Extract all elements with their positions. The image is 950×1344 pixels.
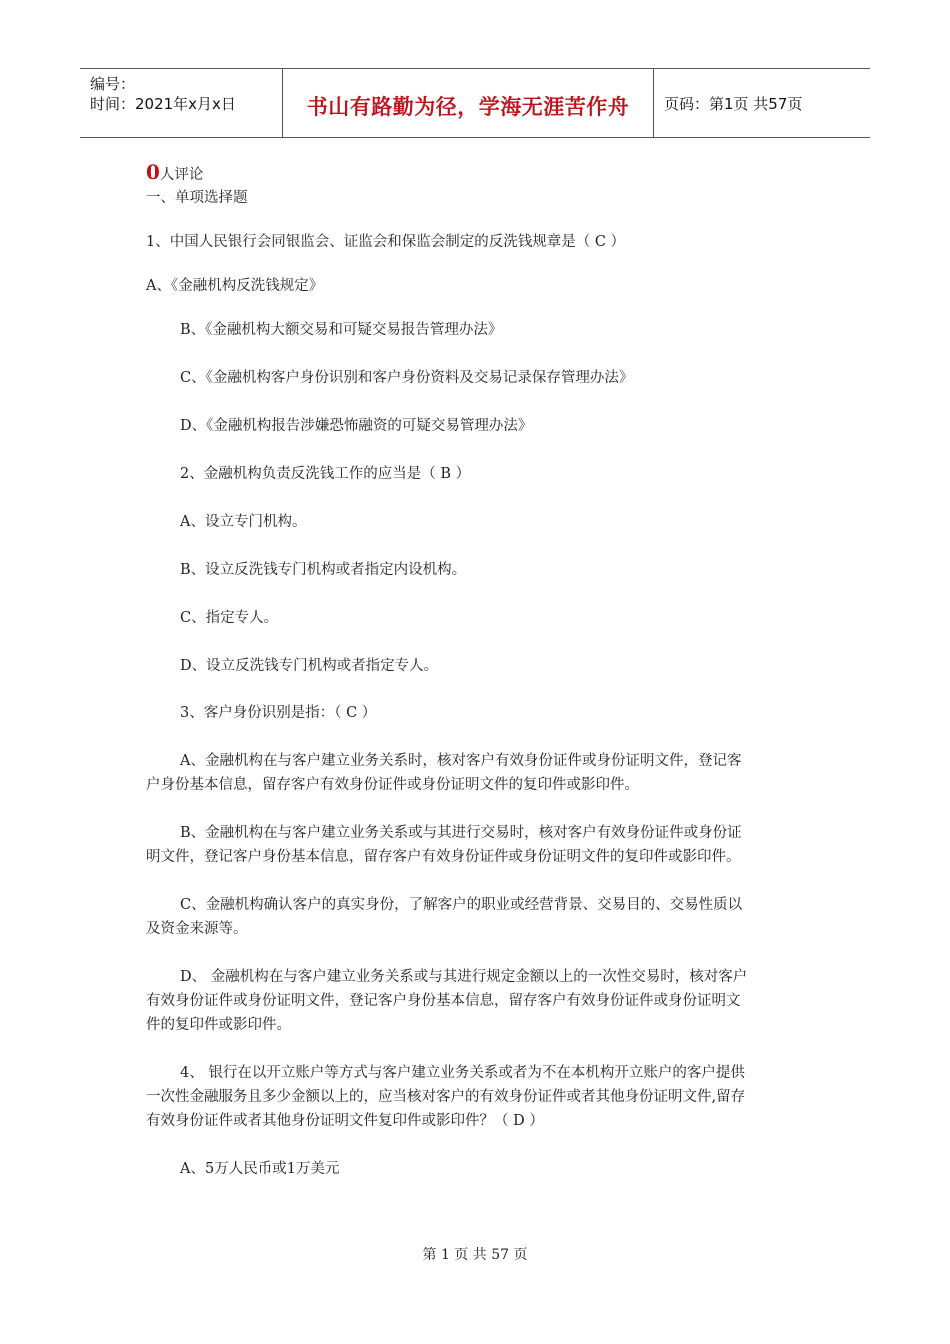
header-left-cell: [80, 69, 283, 137]
q2-option-b: B、设立反洗钱专门机构或者指定内设机构。: [180, 562, 467, 578]
q3-option-d-line1: D、 金融机构在与客户建立业务关系或与其进行规定金额以上的一次性交易时，核对客户: [180, 969, 748, 985]
question-2: 2、金融机构负责反洗钱工作的应当是（ B ）: [180, 466, 471, 482]
q3-option-d-line3: 件的复印件或影印件。: [146, 1017, 291, 1033]
q2-option-d: D、设立反洗钱专门机构或者指定专人。: [180, 658, 439, 674]
q4-option-a: A、5万人民币或1万美元: [180, 1161, 340, 1177]
q2-option-a: A、设立专门机构。: [180, 514, 307, 530]
page-info: 页码：第1页 共57页: [664, 95, 803, 113]
comment-count: 0: [146, 160, 160, 184]
header-motto: 书山有路勤为径，学海无涯苦作舟: [306, 95, 630, 119]
question-4-line2: 一次性金融服务且多少金额以上的，应当核对客户的有效身份证件或者其他身份证明文件,留存: [146, 1089, 746, 1105]
question-4-line3: 有效身份证件或者其他身份证明文件复印件或影印件？（ D ）: [146, 1113, 544, 1129]
q3-option-b-line2: 明文件，登记客户身份基本信息，留存客户有效身份证件或身份证明文件的复印件或影印件。: [146, 849, 741, 865]
date-label: 时间：2021年x月x日: [90, 95, 236, 113]
comment-label: 人评论: [159, 167, 204, 183]
question-1: 1、中国人民银行会同银监会、证监会和保监会制定的反洗钱规章是（ C ）: [146, 234, 626, 250]
serial-number-label: 编号：: [90, 75, 136, 93]
page-footer: 第 1 页 共 57 页: [422, 1247, 528, 1263]
section-title: 一、单项选择题: [146, 190, 248, 206]
comment-count-line: [146, 160, 203, 187]
q3-option-d-line2: 有效身份证件或身份证明文件，登记客户身份基本信息，留存客户有效身份证件或身份证明文: [146, 993, 741, 1009]
q3-option-a-line2: 户身份基本信息，留存客户有效身份证件或身份证明文件的复印件或影印件。: [146, 777, 639, 793]
q1-option-d: D、《金融机构报告涉嫌恐怖融资的可疑交易管理办法》: [180, 418, 533, 434]
q3-option-b-line1: B、金融机构在与客户建立业务关系或与其进行交易时，核对客户有效身份证件或身份证: [180, 825, 742, 841]
q3-option-a-line1: A、金融机构在与客户建立业务关系时，核对客户有效身份证件或身份证明文件，登记客: [180, 753, 742, 769]
q1-option-b: B、《金融机构大额交易和可疑交易报告管理办法》: [180, 322, 503, 338]
question-3: 3、客户身份识别是指：（ C ）: [180, 705, 377, 721]
q3-option-c-line2: 及资金来源等。: [146, 921, 248, 937]
document-header: [80, 68, 870, 138]
q1-option-a: A、《金融机构反洗钱规定》: [146, 278, 324, 294]
q3-option-c-line1: C、金融机构确认客户的真实身份，了解客户的职业或经营背景、交易目的、交易性质以: [180, 897, 743, 913]
q1-option-c: C、《金融机构客户身份识别和客户身份资料及交易记录保存管理办法》: [180, 370, 634, 386]
header-middle-cell: [283, 69, 654, 137]
header-right-cell: [654, 69, 870, 137]
question-4-line1: 4、 银行在以开立账户等方式与客户建立业务关系或者为不在本机构开立账户的客户提供: [180, 1065, 745, 1081]
q2-option-c: C、指定专人。: [180, 610, 279, 626]
